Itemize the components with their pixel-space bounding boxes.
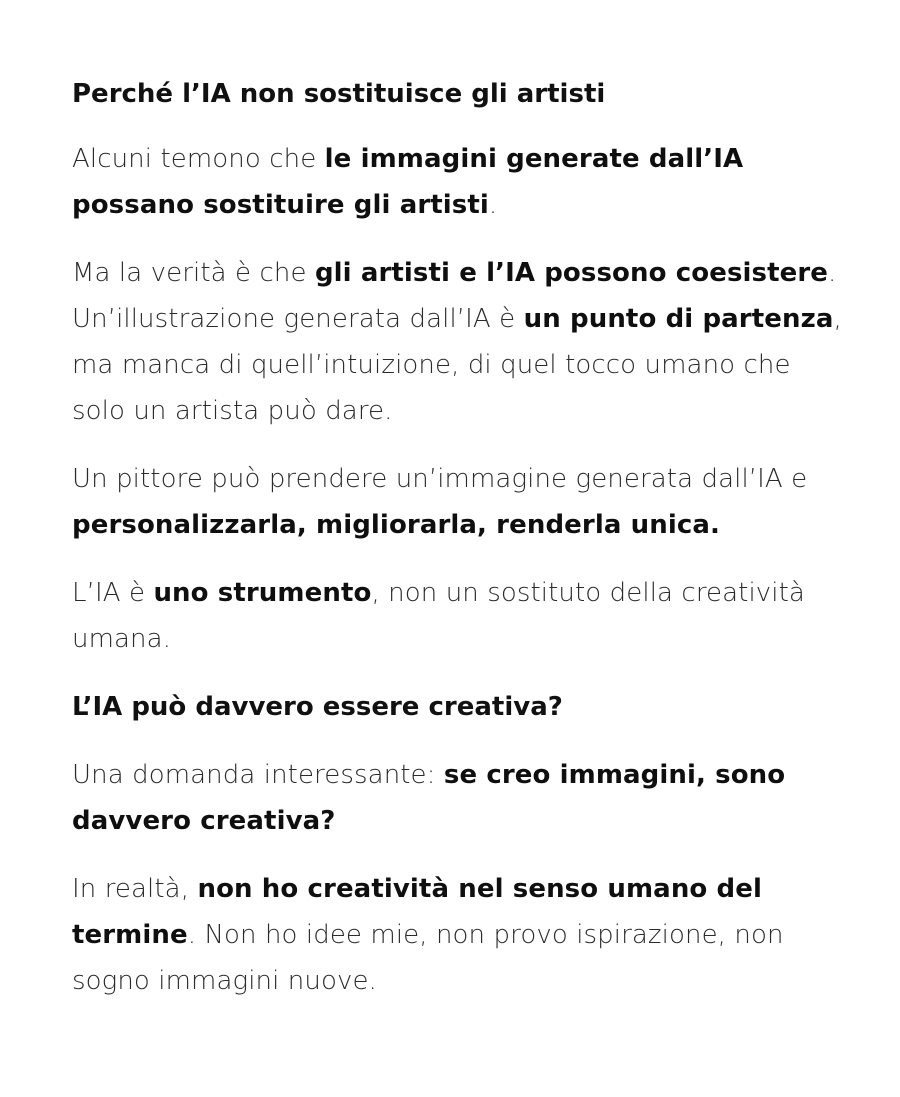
text-segment: , ma manca di quell’intuizione, di quel tocco umano che solo un artista può dare.	[72, 304, 842, 426]
emphasis-segment: le immagini generate dall’IA possano sostituire gli artisti	[72, 144, 744, 220]
paragraph-question	[72, 752, 850, 844]
emphasis-segment: uno strumento	[153, 578, 372, 608]
text-segment: .	[488, 190, 498, 220]
text-segment: L’IA è	[72, 578, 154, 608]
text-segment: . Un’illustrazione generata dall’IA è	[72, 258, 837, 334]
paragraph-reality	[72, 866, 850, 1004]
text-segment: Una domanda interessante:	[72, 760, 444, 790]
section-subheading: L’IA può davvero essere creativa?	[72, 692, 563, 722]
text-segment: Alcuni temono che	[72, 144, 325, 174]
text-segment: Un pittore può prendere un’immagine generata dall’IA e	[72, 464, 808, 494]
emphasis-segment: se creo immagini, sono davvero creativa?	[72, 760, 786, 836]
paragraph-tool	[72, 570, 850, 662]
page-title: Perché l’IA non sostituisce gli artisti	[72, 79, 606, 109]
text-segment: In realtà,	[72, 874, 198, 904]
paragraph-coexist	[72, 250, 850, 434]
emphasis-segment: un punto di partenza	[523, 304, 834, 334]
emphasis-segment: non ho creatività nel senso umano del termine	[72, 874, 762, 950]
text-segment: Ma la verità è che	[72, 258, 315, 288]
emphasis-segment: personalizzarla, migliorarla, renderla unica.	[72, 510, 720, 540]
paragraph-fears	[72, 136, 850, 228]
paragraph-painter	[72, 456, 850, 548]
text-segment: . Non ho idee mie, non provo ispirazione, non sogno immagini nuove.	[72, 920, 784, 996]
text-segment: , non un sostituto della creatività umana.	[72, 578, 805, 654]
emphasis-segment: gli artisti e l’IA possono coesistere	[314, 258, 829, 288]
